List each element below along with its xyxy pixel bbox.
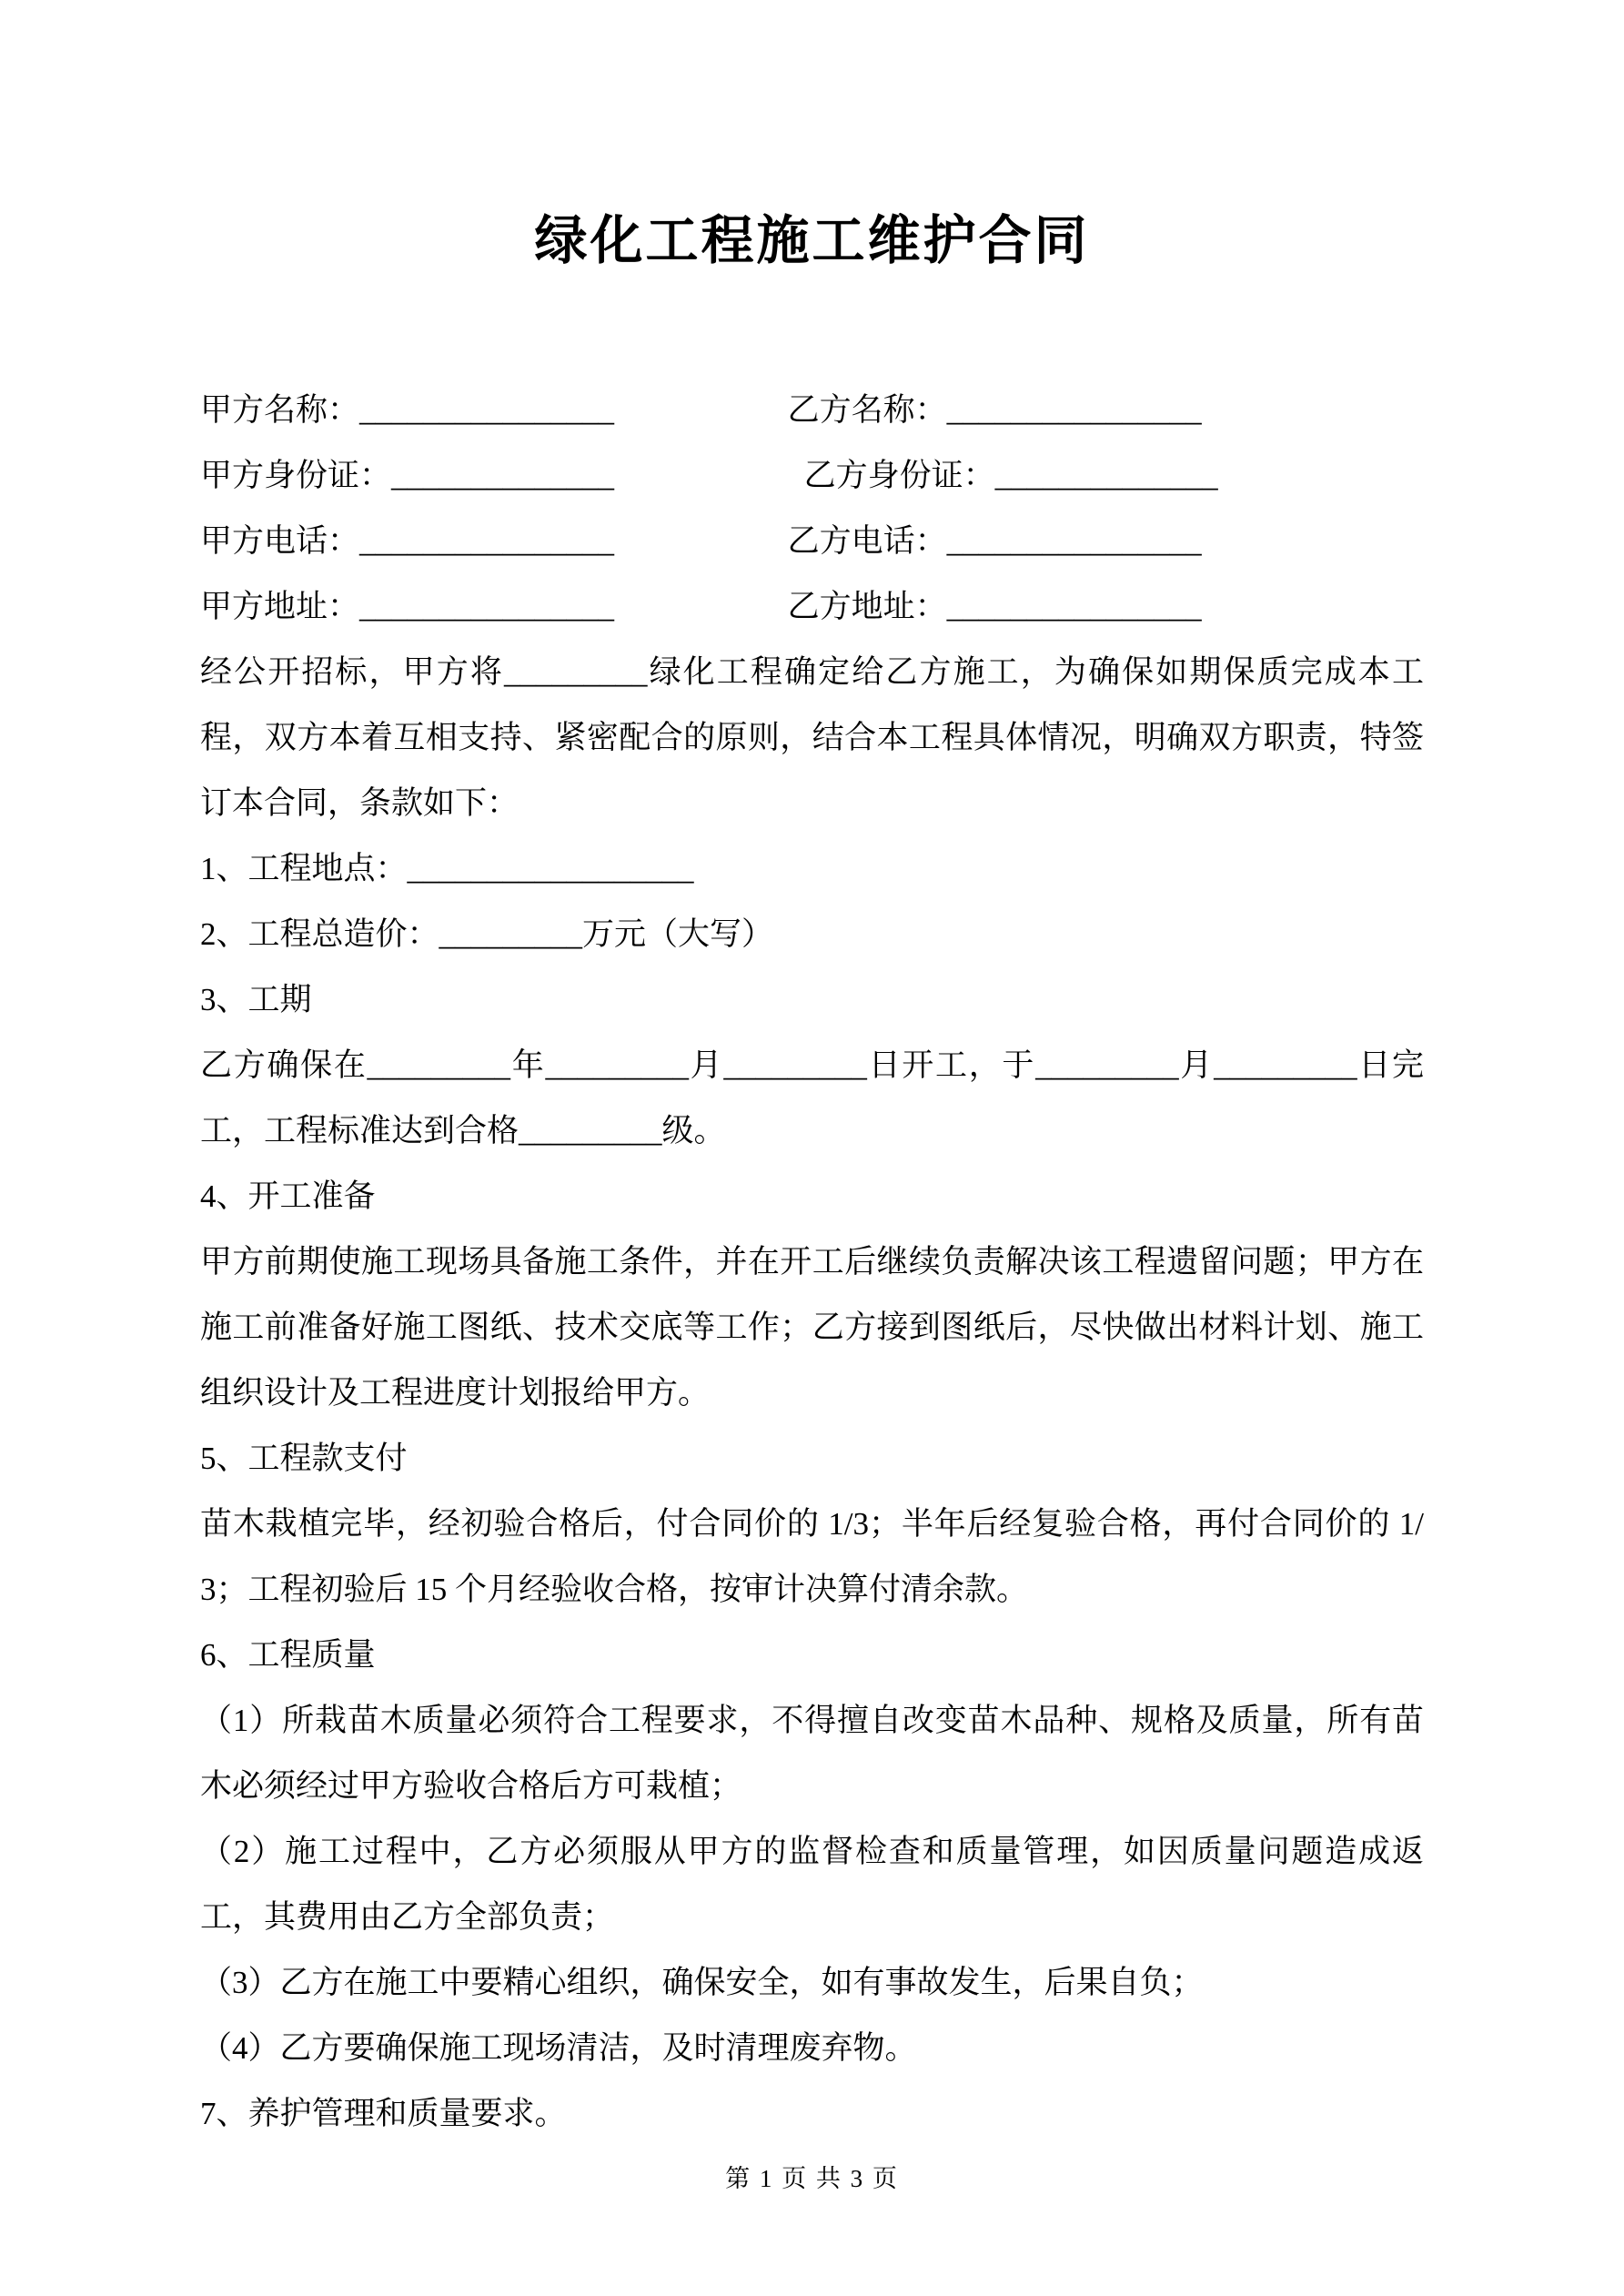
party-a-name-label: 甲方名称：	[200, 392, 360, 428]
page-number-footer: 第 1 页 共 3 页	[725, 2165, 899, 2192]
party-a-address-label: 甲方地址：	[200, 589, 360, 624]
party-a-phone-field	[200, 509, 788, 574]
party-a-address-blank: ________________	[359, 589, 615, 624]
clause-5-heading-payment: 5、工程款支付	[200, 1441, 408, 1476]
form-row-id-numbers	[200, 443, 1424, 509]
party-b-id-blank: ______________	[994, 458, 1218, 493]
party-a-name-blank: ________________	[359, 392, 615, 428]
clause-2-total-price: 2、工程总造价：_________万元（大写）	[200, 916, 774, 952]
clause-6-item-2: （2）施工过程中，乙方必须服从甲方的监督检查和质量管理，如因质量问题造成返工，其费用由乙方全部负责；	[200, 1834, 1424, 1935]
party-b-name-blank: ________________	[946, 392, 1202, 428]
clause-5-body-payment: 苗木栽植完毕，经初验合格后，付合同价的 1/3；半年后经复验合格，再付合同价的 1/3；工程初验后 15 个月经验收合格，按审计决算付清余款。	[200, 1506, 1424, 1607]
clause-4-heading-preparation: 4、开工准备	[200, 1178, 376, 1214]
party-b-phone-label: 乙方电话：	[787, 523, 947, 559]
intro-paragraph: 经公开招标，甲方将_________绿化工程确定给乙方施工，为确保如期保质完成本工程，双方本着互相支持、紧密配合的原则，结合本工程具体情况，明确双方职责，特签订本合同，条款如下：	[200, 654, 1424, 821]
party-b-id-label: 乙方身份证：	[803, 458, 995, 493]
form-row-addresses	[200, 574, 1424, 640]
clause-3-body-duration: 乙方确保在_________年_________月_________日开工，于_________月_________日完工，工程标准达到合格_________级。	[200, 1047, 1424, 1148]
party-b-id-field	[788, 443, 1424, 509]
party-b-address-label: 乙方地址：	[787, 589, 947, 624]
party-b-address-field	[788, 574, 1424, 640]
party-a-id-label: 甲方身份证：	[200, 458, 392, 493]
party-a-address-field	[200, 574, 788, 640]
clause-3-heading-duration: 3、工期	[200, 982, 312, 1017]
party-a-id-blank: ______________	[391, 458, 615, 493]
party-a-id-field	[200, 443, 788, 509]
party-b-name-field	[788, 378, 1424, 443]
party-b-name-label: 乙方名称：	[787, 392, 947, 428]
form-row-names	[200, 378, 1424, 443]
party-info-form	[200, 378, 1424, 640]
form-row-phones	[200, 509, 1424, 574]
clause-4-body-preparation: 甲方前期使施工现场具备施工条件，并在开工后继续负责解决该工程遗留问题；甲方在施工前准备好施工图纸、技术交底等工作；乙方接到图纸后，尽快做出材料计划、施工组织设计及工程进度计划报给甲方。	[200, 1244, 1424, 1411]
party-a-phone-blank: ________________	[359, 523, 615, 559]
party-b-address-blank: ________________	[946, 589, 1202, 624]
clause-7-heading-maintenance: 7、养护管理和质量要求。	[200, 2096, 567, 2131]
clause-6-item-3: （3）乙方在施工中要精心组织，确保安全，如有事故发生，后果自负；	[200, 1965, 1204, 2000]
clause-1-project-location: 1、工程地点：__________________	[200, 851, 694, 886]
clause-6-item-4: （4）乙方要确保施工现场清洁，及时清理废弃物。	[200, 2030, 917, 2066]
party-a-name-field	[200, 378, 788, 443]
party-a-phone-label: 甲方电话：	[200, 523, 360, 559]
clause-6-heading-quality: 6、工程质量	[200, 1637, 376, 1673]
document-title: 绿化工程施工维护合同	[534, 211, 1090, 270]
document-content	[200, 205, 1424, 2147]
party-b-phone-blank: ________________	[946, 523, 1202, 559]
clause-6-item-1: （1）所栽苗木质量必须符合工程要求，不得擅自改变苗木品种、规格及质量，所有苗木必须经过甲方验收合格后方可栽植；	[200, 1703, 1424, 1804]
party-b-phone-field	[788, 509, 1424, 574]
